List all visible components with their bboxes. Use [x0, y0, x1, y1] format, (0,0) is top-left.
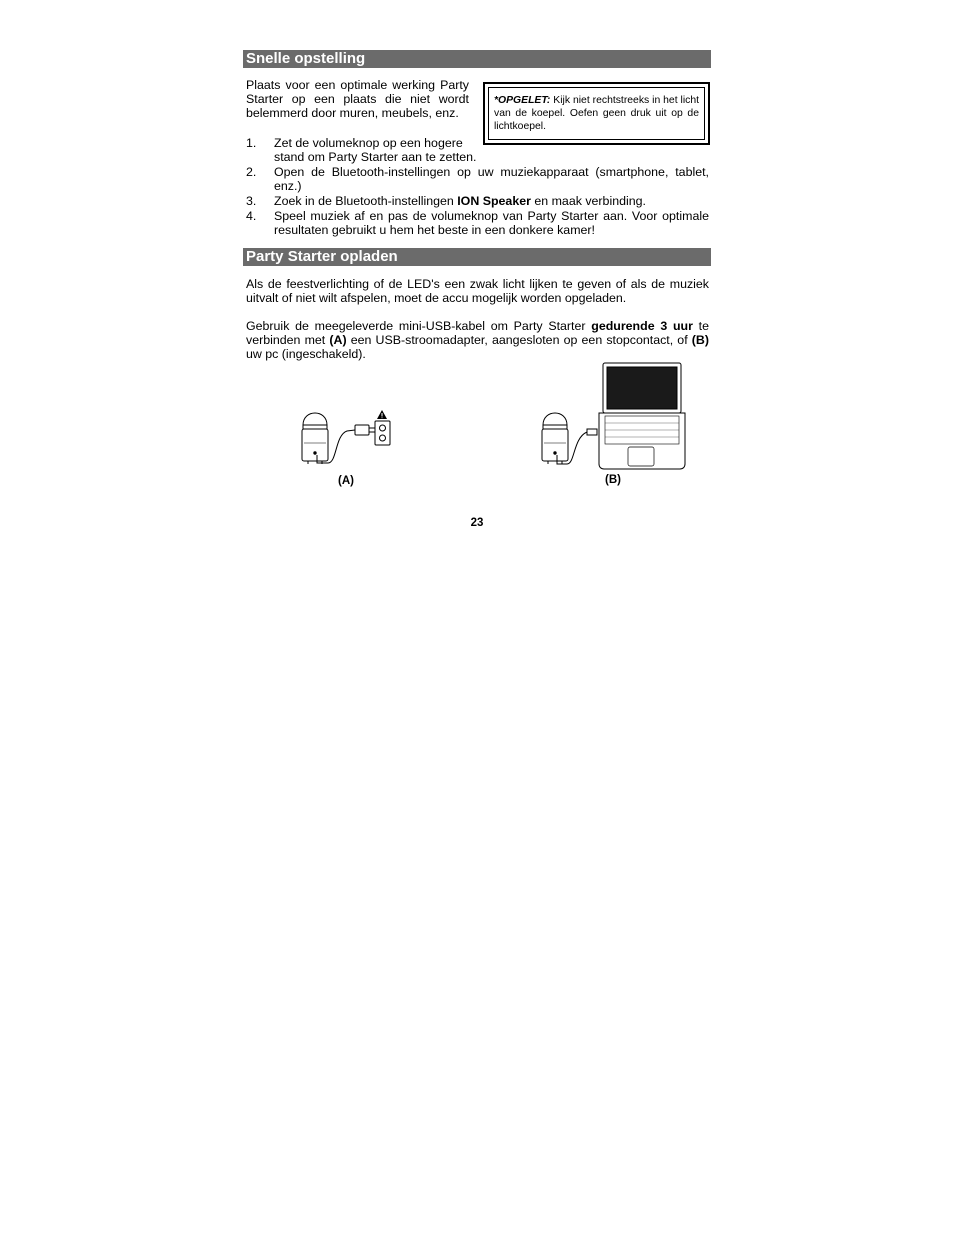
step-3 — [246, 194, 709, 208]
setup-intro: Plaats voor een optimale werking Party Starter op een plaats die niet wordt belemmerd door muren, meubels, enz. — [246, 78, 469, 120]
step-4-text: Speel muziek af en pas de volumeknop van Party Starter aan. Voor optimale resultaten gebruikt u hem het beste in een donkere kamer! — [274, 209, 709, 237]
illustration-b — [535, 360, 690, 475]
warning-note-label: *OPGELET: — [494, 95, 551, 106]
option-b-ref: (B) — [691, 333, 709, 347]
figure-label-a: (A) — [338, 475, 354, 487]
step-3-text-before: Zoek in de Bluetooth-instellingen — [274, 194, 458, 208]
step-number: 1. — [246, 136, 257, 150]
usb-adapter-icon — [355, 425, 375, 435]
step-3-text — [274, 194, 709, 208]
step-number: 2. — [246, 165, 257, 179]
charging-para-2-a: Gebruik de meegeleverde mini-USB-kabel om Party Starter — [246, 319, 592, 333]
laptop-icon — [599, 363, 685, 469]
step-number: 4. — [246, 209, 257, 223]
option-a-ref: (A) — [329, 333, 347, 347]
step-3-text-after: en maak verbinding. — [530, 194, 646, 208]
charging-para-2-d: uw pc (ingeschakeld). — [246, 347, 366, 361]
charging-para-1: Als de feestverlichting of de LED's een zwak licht lijken te geven of als de muziek uitvalt of niet wilt afspelen, moet de accu mogelijk worden opgeladen. — [246, 277, 709, 305]
speaker-icon — [542, 413, 568, 464]
figure-label-b: (B) — [605, 474, 621, 486]
step-1 — [246, 136, 709, 164]
charging-para-2 — [246, 319, 709, 361]
warning-note-text: Kijk niet rechtstreeks in het licht van de koepel. Oefen geen druk uit op de lichtkoepel. — [494, 95, 699, 132]
page-number: 23 — [470, 517, 484, 529]
step-2-text: Open de Bluetooth-instellingen op uw muziekapparaat (smartphone, tablet, enz.) — [274, 165, 709, 193]
step-number: 3. — [246, 194, 257, 208]
step-4 — [246, 209, 709, 237]
section-title-charging: Party Starter opladen — [243, 248, 711, 266]
step-1-line-2: stand om Party Starter aan te zetten. — [274, 150, 477, 164]
step-1-line-1: Zet de volumeknop op een hogere — [274, 136, 463, 150]
section-title-quick-setup: Snelle opstelling — [243, 50, 711, 68]
charging-para-2-c: een USB-stroomadapter, aangesloten op een stopcontact, of — [346, 333, 692, 347]
charging-para-2-b: te verbinden met — [246, 319, 709, 347]
step-2 — [246, 165, 709, 193]
illustration-a — [295, 405, 395, 475]
charging-duration: gedurende 3 uur — [591, 319, 693, 333]
speaker-icon — [302, 413, 328, 464]
wall-outlet-icon — [375, 421, 390, 445]
warning-icon — [377, 410, 387, 419]
step-3-device-name: ION Speaker — [457, 194, 531, 208]
warning-note-content — [488, 87, 705, 140]
